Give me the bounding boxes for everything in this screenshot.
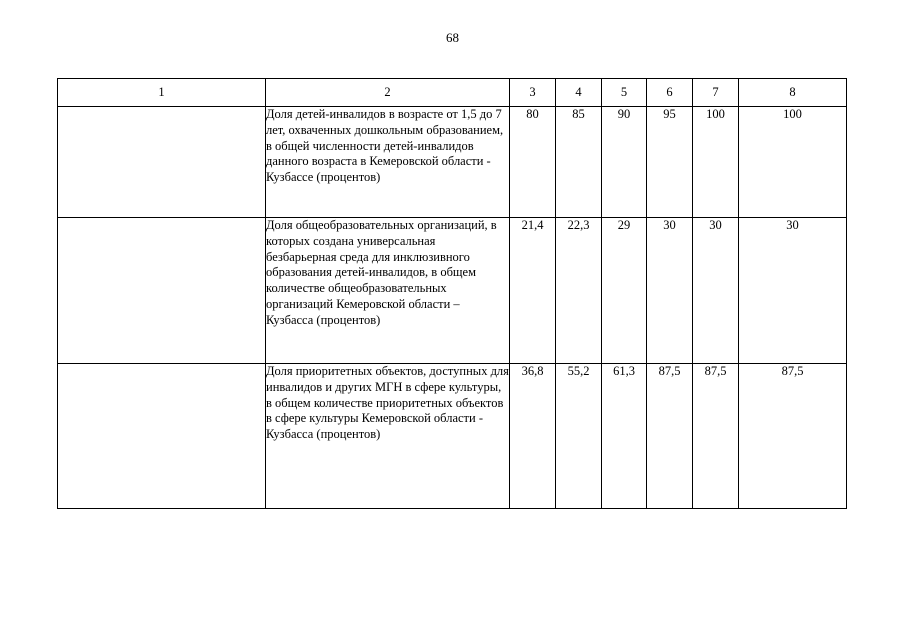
value-cell: 30	[647, 218, 693, 364]
value-cell: 80	[510, 107, 556, 218]
value-cell: 30	[693, 218, 739, 364]
table-row	[58, 218, 847, 364]
header-cell-5: 5	[602, 79, 647, 107]
value-cell: 95	[647, 107, 693, 218]
header-cell-1: 1	[58, 79, 266, 107]
value-cell: 22,3	[556, 218, 602, 364]
indicator-text: Доля приоритетных объектов, доступных для инвалидов и других МГН в сфере культуры, в общем количестве приоритетных объектов в сфере культуры Кемеровской области - Кузбасса (процентов)	[266, 364, 510, 509]
value-cell: 61,3	[602, 364, 647, 509]
value-cell: 87,5	[647, 364, 693, 509]
header-cell-8: 8	[739, 79, 847, 107]
value-cell: 100	[739, 107, 847, 218]
value-cell: 87,5	[739, 364, 847, 509]
table-row	[58, 107, 847, 218]
header-cell-6: 6	[647, 79, 693, 107]
indicator-text: Доля детей-инвалидов в возрасте от 1,5 до 7 лет, охваченных дошкольным образованием, в общей численности детей-инвалидов данного возраста в Кемеровской области - Кузбассе (процентов)	[266, 107, 510, 218]
header-row	[58, 79, 847, 107]
table-row	[58, 364, 847, 509]
header-cell-4: 4	[556, 79, 602, 107]
header-cell-2: 2	[266, 79, 510, 107]
table-cell-org	[58, 107, 266, 218]
indicators-table	[57, 78, 847, 509]
table-cell-org	[58, 364, 266, 509]
value-cell: 29	[602, 218, 647, 364]
value-cell: 87,5	[693, 364, 739, 509]
indicator-text: Доля общеобразовательных организаций, в которых создана универсальная безбарьерная среда для инклюзивного образования детей-инвалидов, в общем количестве общеобразовательных организаций Кемеровской области – Кузбасса (процентов)	[266, 218, 510, 364]
value-cell: 36,8	[510, 364, 556, 509]
value-cell: 55,2	[556, 364, 602, 509]
value-cell: 30	[739, 218, 847, 364]
table-cell-org	[58, 218, 266, 364]
header-cell-3: 3	[510, 79, 556, 107]
page-number: 68	[446, 30, 459, 45]
value-cell: 90	[602, 107, 647, 218]
value-cell: 21,4	[510, 218, 556, 364]
header-cell-7: 7	[693, 79, 739, 107]
value-cell: 85	[556, 107, 602, 218]
value-cell: 100	[693, 107, 739, 218]
